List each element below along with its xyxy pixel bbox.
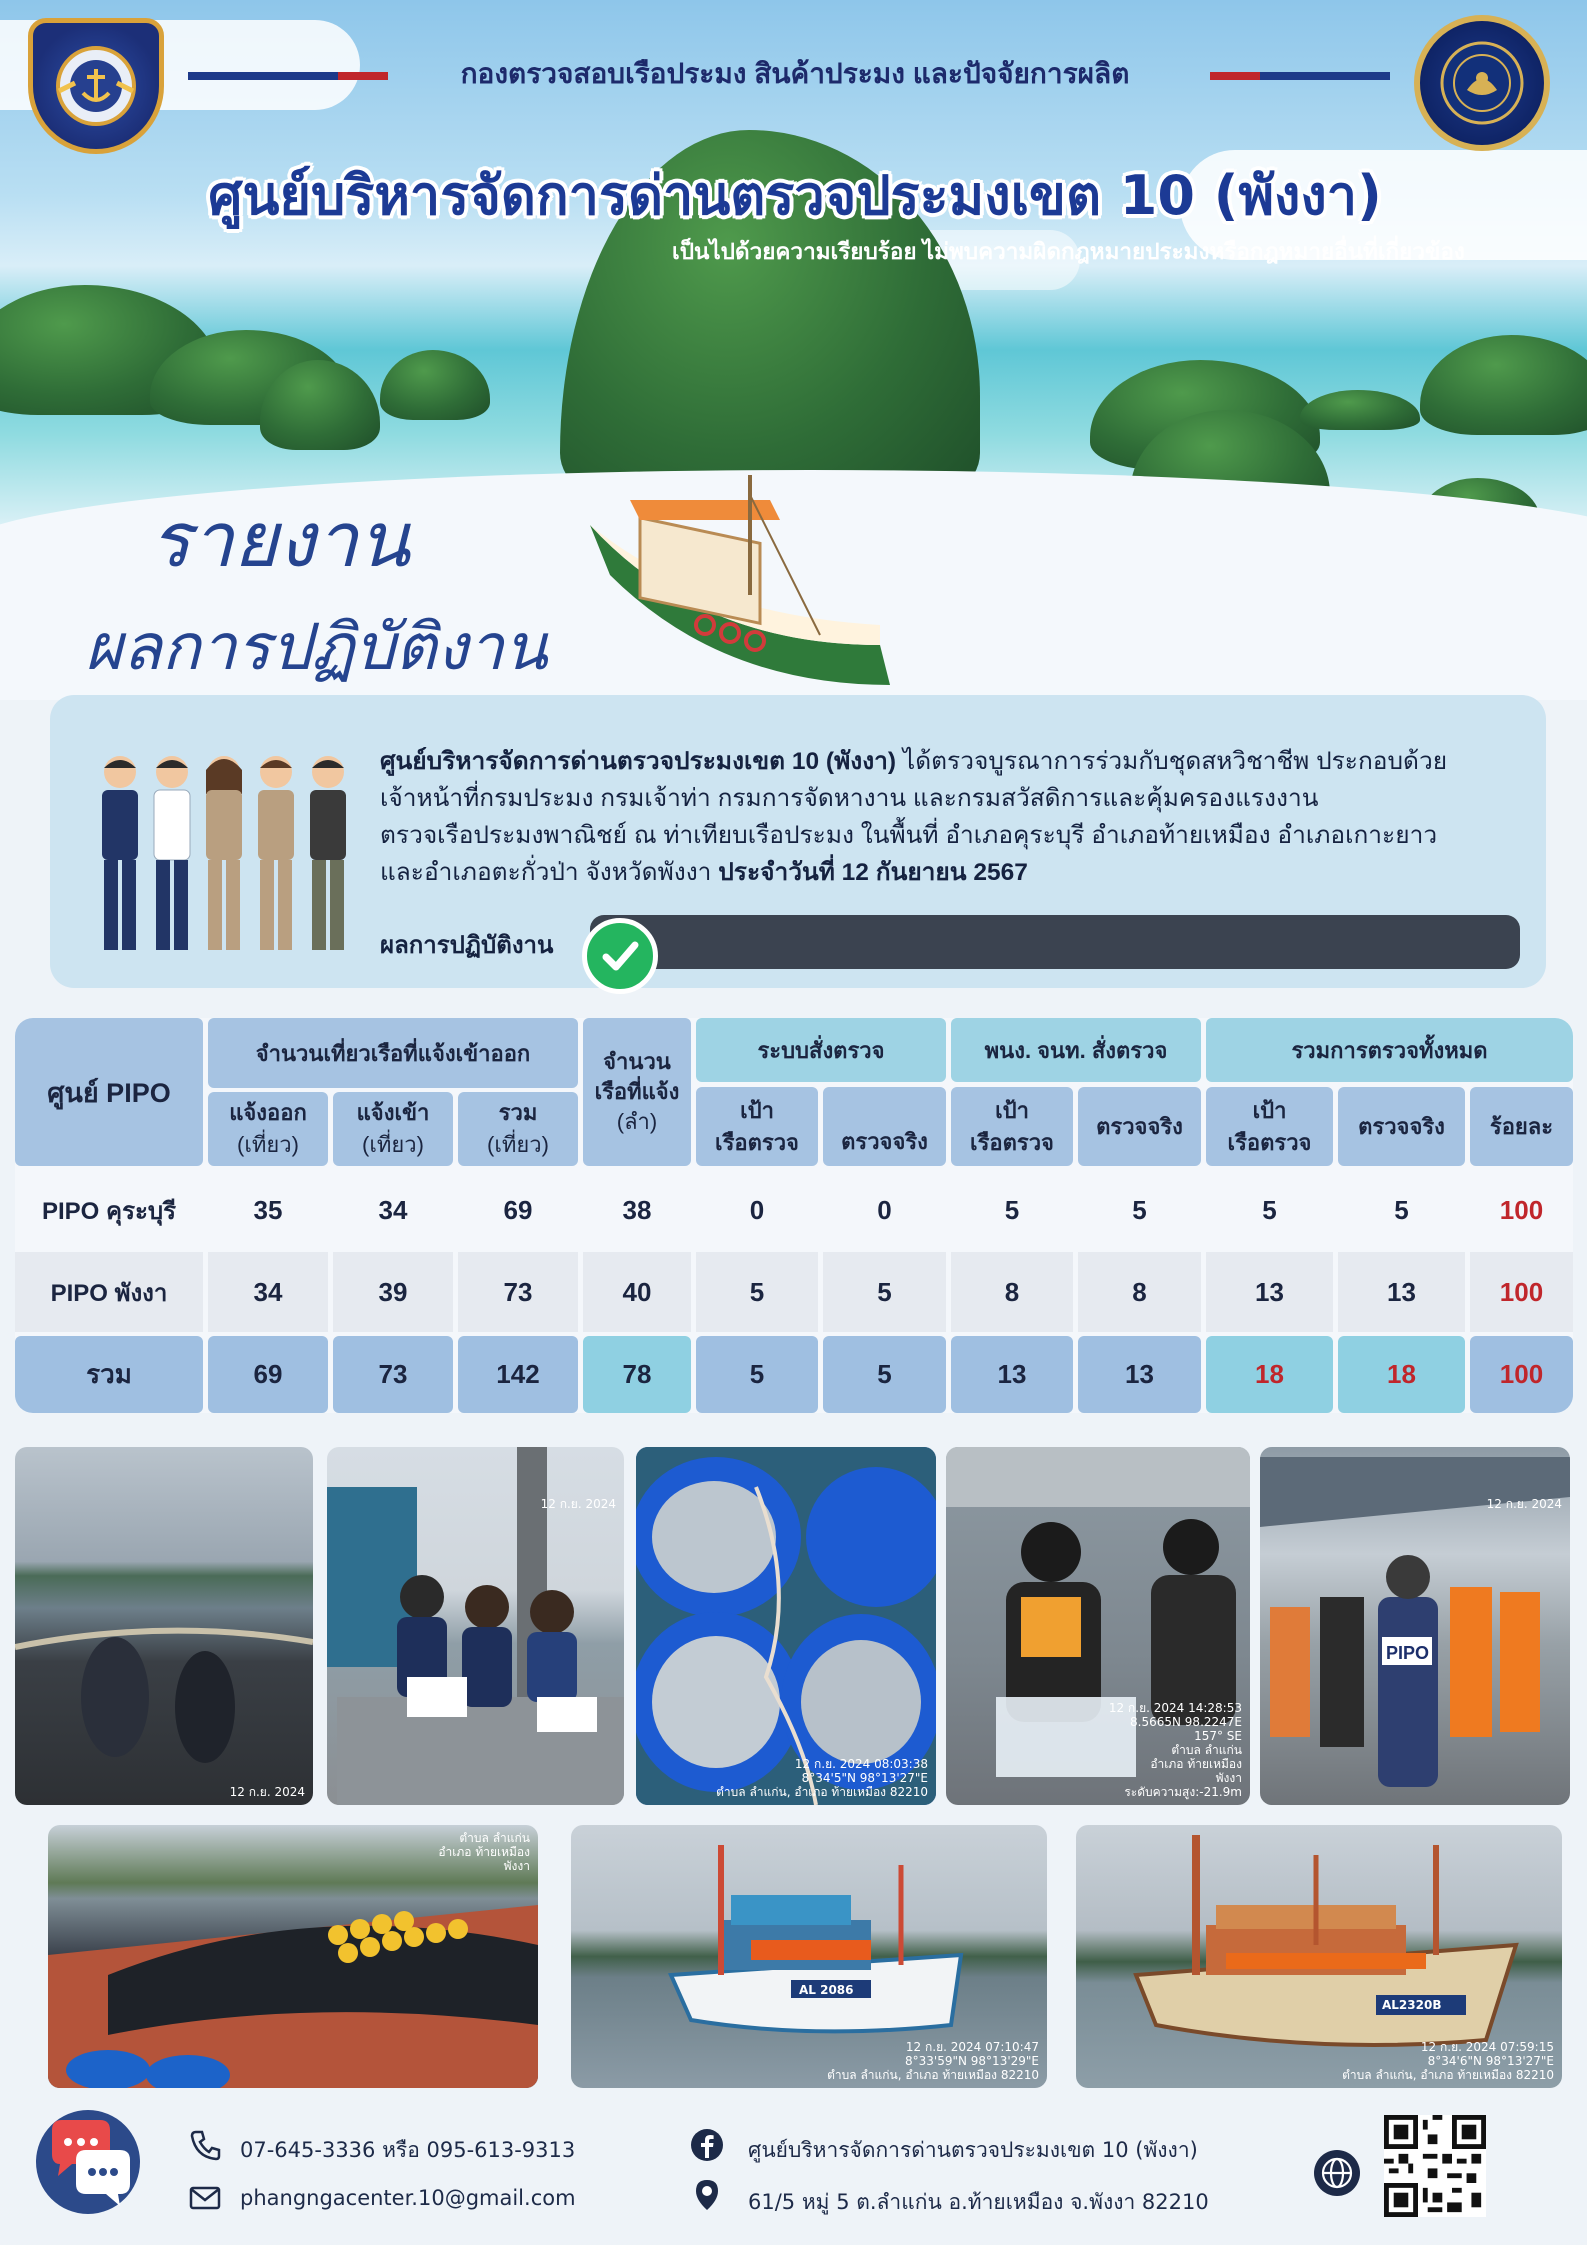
page-title: ศูนย์บริหารจัดการด่านตรวจประมงเขต 10 (พังงา) [208,164,1382,227]
photo-crew-inspection [1260,1447,1570,1805]
subheader-off-target-l1: เป้า [995,1097,1029,1123]
cell-in: 34 [333,1170,453,1250]
cell-sum: 69 [458,1170,578,1250]
summary-line-1: ได้ตรวจบูรณาการร่วมกับชุดสหวิชาชีพ ประกอบด้วย [896,748,1448,775]
total-sys-target: 5 [696,1336,818,1413]
row-name: PIPO พังงา [15,1252,203,1332]
island [1300,390,1420,430]
phone-icon [188,2128,222,2162]
cell-off-actual: 5 [1078,1170,1201,1250]
check-icon [582,918,658,994]
divider [188,72,338,80]
inspection-table [15,1018,1573,1413]
header-boats [583,1018,691,1166]
island [1420,335,1587,435]
result-label: ผลการปฏิบัติงาน [380,932,554,959]
cell-sys-actual: 5 [823,1252,946,1332]
island [380,350,490,420]
subheader-sum-unit: (เที่ยว) [487,1132,549,1157]
subheader-sum-label: รวม [498,1100,538,1125]
subheader-out-label: แจ้งออก [229,1100,307,1125]
header-boats-l1: จำนวน [603,1049,671,1074]
header-trips: จำนวนเที่ยวเรือที่แจ้งเข้าออก [208,1018,578,1088]
header-boats-l2: เรือที่แจ้ง [594,1079,680,1104]
photo-stamp: 12 ก.ย. 2024 08:03:38 8°34'5"N 98°13'27"E ตำบล ลำแก่น, อำเภอ ท้ายเหมือง 82210 [716,1757,928,1799]
organization-name: กองตรวจสอบเรือประมง สินค้าประมง และปัจจัยการผลิต [460,58,1130,89]
subheader-percent: ร้อยละ [1470,1087,1573,1166]
cell-sys-actual: 0 [823,1170,946,1250]
header-system: ระบบสั่งตรวจ [696,1018,946,1082]
cell-sys-target: 0 [696,1170,818,1250]
subheader-off-target [951,1087,1073,1166]
cell-tot-target: 13 [1206,1252,1333,1332]
total-sys-actual: 5 [823,1336,946,1413]
center-name: ศูนย์บริหารจัดการด่านตรวจประมงเขต 10 (พังงา) [380,748,897,775]
summary-line-2: เจ้าหน้าที่กรมประมง กรมเจ้าท่า กรมการจัดหางาน และกรมสวัสดิการและคุ้มครองแรงงาน [380,785,1319,812]
cell-percent: 100 [1470,1252,1573,1332]
cell-off-actual: 8 [1078,1252,1201,1332]
photo-stamp: 12 ก.ย. 2024 [1486,1497,1562,1511]
total-tot-actual: 18 [1338,1336,1465,1413]
header-center: ศูนย์ PIPO [15,1018,203,1166]
cell-boats: 40 [583,1252,691,1332]
photo-stamp: ตำบล ลำแก่น อำเภอ ท้ายเหมือง พังงา [438,1831,530,1873]
photo-stamp: 12 ก.ย. 2024 [229,1785,305,1799]
report-subtitle: ผลการปฏิบัติงาน [85,611,548,685]
total-off-target: 13 [951,1336,1073,1413]
photo-stamp: 12 ก.ย. 2024 07:10:47 8°33'59"N 98°13'29"E ตำบล ลำแก่น, อำเภอ ท้ายเหมือง 82210 [827,2040,1039,2082]
total-row-name: รวม [15,1336,203,1413]
contact-facebook[interactable]: ศูนย์บริหารจัดการด่านตรวจประมงเขต 10 (พังงา) [748,2138,1198,2162]
total-percent: 100 [1470,1336,1573,1413]
fishing-boat-illustration [580,455,910,705]
subheader-tot-target [1206,1087,1333,1166]
contact-address: 61/5 หมู่ 5 ต.ลำแก่น อ.ท้ายเหมือง จ.พังงา 82210 [748,2190,1209,2214]
photo-stamp: 12 ก.ย. 2024 14:28:53 8.5665N 98.2247E 157° SE ตำบล ลำแก่น อำเภอ ท้ายเหมือง พังงา ระดับความสูง:-21.9m [1108,1701,1242,1799]
total-in: 73 [333,1336,453,1413]
subheader-sys-actual: ตรวจจริง [823,1087,946,1166]
photo-stamp: 12 ก.ย. 2024 07:59:15 8°34'6"N 98°13'27"E ตำบล ลำแก่น, อำเภอ ท้ายเหมือง 82210 [1342,2040,1554,2082]
department-of-fisheries-logo [1414,15,1550,151]
summary-line-3: ตรวจเรือประมงพาณิชย์ ณ ท่าเทียบเรือประมง ในพื้นที่ อำเภอคุระบุรี อำเภอท้ายเหมือง อำเภอเกาะยาว [380,822,1438,849]
email-icon [188,2180,222,2214]
subheader-in-label: แจ้งเข้า [356,1100,430,1125]
cell-out: 35 [208,1170,328,1250]
summary-panel [50,695,1546,988]
location-pin-icon [690,2178,724,2212]
total-sum: 142 [458,1336,578,1413]
facebook-icon [690,2128,724,2162]
fishery-inspection-logo [28,18,164,154]
divider [1260,72,1390,80]
cell-tot-target: 5 [1206,1170,1333,1250]
header-total: รวมการตรวจทั้งหมด [1206,1018,1573,1082]
anchor-emblem-icon [51,41,141,131]
department-seal-icon [1437,38,1527,128]
globe-icon[interactable] [1312,2148,1362,2198]
subheader-off-target-l2: เรือตรวจ [970,1129,1054,1155]
cell-sum: 73 [458,1252,578,1332]
cell-percent: 100 [1470,1170,1573,1250]
qr-code[interactable] [1384,2115,1486,2217]
divider [1210,72,1260,80]
cell-sys-target: 5 [696,1252,818,1332]
subheader-in [333,1092,453,1166]
total-boats: 78 [583,1336,691,1413]
cell-in: 39 [333,1252,453,1332]
subheader-sys-target-l2: เรือตรวจ [715,1129,799,1155]
subheader-off-actual: ตรวจจริง [1078,1087,1201,1166]
photo-net-inspection [15,1447,313,1805]
subheader-sys-target [696,1087,818,1166]
boat-registration: AL2320B [1382,1998,1442,2012]
subheader-tot-actual: ตรวจจริง [1338,1087,1465,1166]
contact-email[interactable]: phangngacenter.10@gmail.com [240,2186,576,2210]
photo-officers-checking [946,1447,1250,1805]
summary-text [380,743,1520,891]
total-out: 69 [208,1336,328,1413]
result-text: เป็นไปด้วยความเรียบร้อย ไม่พบความผิดกฎหมายประมงหรือกฎหมายอื่นที่เกี่ยวข้อง [672,239,1465,264]
officers-illustration [90,750,360,960]
summary-line-4: และอำเภอตะกั่วป่า จังหวัดพังงา [380,859,719,886]
photo-fish-catch [636,1447,936,1805]
cell-tot-actual: 13 [1338,1252,1465,1332]
cell-boats: 38 [583,1170,691,1250]
photo-fishing-vessel-a [571,1825,1047,2088]
header-boats-unit: (ลำ) [616,1109,658,1134]
contact-badge [36,2110,140,2214]
subheader-tot-target-l1: เป้า [1252,1097,1287,1123]
subheader-out-unit: (เที่ยว) [237,1132,299,1157]
row-name: PIPO คุระบุรี [15,1170,203,1250]
boat-registration: AL 2086 [799,1983,854,1997]
report-title: รายงาน [150,495,410,584]
contact-phone[interactable]: 07-645-3336 หรือ 095-613-9313 [240,2138,576,2162]
cell-out: 34 [208,1252,328,1332]
subheader-out [208,1092,328,1166]
subheader-sum [458,1092,578,1166]
divider [338,72,388,80]
subheader-tot-target-l2: เรือตรวจ [1227,1129,1312,1155]
chat-bubble-icon [36,2110,140,2214]
result-banner [590,915,1520,969]
header-officer: พนง. จนท. สั่งตรวจ [951,1018,1201,1082]
subheader-sys-target-l1: เป้า [740,1097,774,1123]
photo-deck-nets [48,1825,538,2088]
cell-tot-actual: 5 [1338,1170,1465,1250]
photo-document-check [327,1447,624,1805]
cell-off-target: 8 [951,1252,1073,1332]
total-off-actual: 13 [1078,1336,1201,1413]
total-tot-target: 18 [1206,1336,1333,1413]
vest-label: PIPO [1386,1643,1430,1663]
photo-fishing-vessel-b [1076,1825,1562,2088]
subheader-in-unit: (เที่ยว) [362,1132,424,1157]
photo-stamp: 12 ก.ย. 2024 [540,1497,616,1511]
cell-off-target: 5 [951,1170,1073,1250]
report-date: ประจำวันที่ 12 กันยายน 2567 [718,859,1028,886]
